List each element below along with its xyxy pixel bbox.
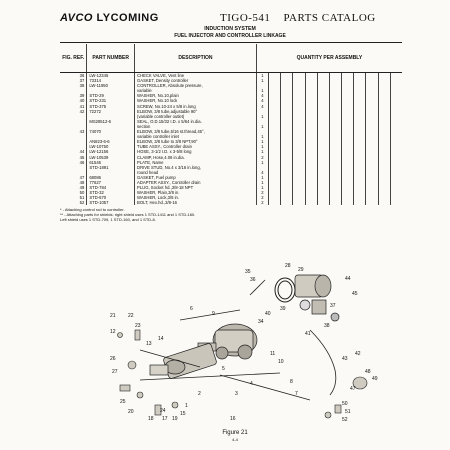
callout-44: 44: [345, 276, 351, 282]
callout-24: 24: [160, 408, 166, 414]
description-cell: variable controller inlet: [135, 134, 257, 139]
callout-43: 43: [342, 356, 348, 362]
quantity-cell: 4: [256, 93, 268, 98]
callout-34: 34: [258, 319, 264, 325]
part-number-cell: LW-12345: [87, 73, 135, 79]
description-cell: PLUG, Socket hd.,3/8-18 NPT: [135, 185, 257, 190]
empty-quantity-cell: [354, 200, 366, 205]
description-cell: CHECK VALVE, Vent line: [135, 73, 257, 79]
col-part-number: PART NUMBER: [87, 44, 135, 73]
quantity-cell: 4: [256, 104, 268, 109]
fig-ref-cell: 48: [79, 179, 85, 185]
part-number-cell: 61546: [87, 160, 135, 165]
callout-26: 26: [110, 356, 116, 362]
callout-16: 16: [230, 416, 236, 422]
quantity-cell: 1: [256, 139, 268, 144]
description-cell: GASKET, Density controller: [135, 78, 257, 83]
fig-ref-cell: 36: [79, 73, 85, 78]
footnotes: [60, 207, 402, 222]
callout-17: 17: [162, 416, 168, 422]
header-rule: [60, 42, 402, 43]
callout-21: 21: [110, 313, 116, 319]
callout-37: 37: [330, 303, 336, 309]
brand: [60, 12, 159, 24]
part-number-cell: LW-11950: [87, 83, 135, 88]
fig-ref-cell: 46: [79, 159, 85, 165]
quantity-cell: 1: [256, 175, 268, 180]
quantity-cell: 1: [256, 124, 268, 129]
description-cell: BOLT, Hex.hd.,3/8-16: [135, 200, 257, 205]
catalog-title: [220, 12, 376, 24]
callout-9: 9: [212, 311, 215, 317]
callout-18: 18: [148, 416, 154, 422]
quantity-cell: 4: [256, 98, 268, 103]
part-number-cell: STD-1057: [87, 200, 135, 205]
part-number-cell: 68086: [87, 175, 135, 180]
callout-27: 27: [112, 369, 118, 375]
parts-table: [60, 44, 402, 205]
fig-ref-cell: 50: [79, 190, 85, 196]
figure-title: Figure 21: [222, 430, 248, 436]
description-cell: round head: [135, 170, 257, 175]
quantity-cell: 1: [256, 114, 268, 119]
fig-ref-cell: 42: [79, 108, 85, 114]
description-cell: CLAMP, Hose,4.06 in.dia.: [135, 155, 257, 160]
pressure-controller: [295, 275, 339, 321]
callout-39: 39: [280, 306, 286, 312]
exploded-view-diagram: [80, 255, 380, 430]
empty-quantity-cell: [305, 200, 317, 205]
fig-ref-cell: 51: [79, 195, 85, 201]
fig-ref-cell: 52: [79, 200, 85, 206]
callout-6: 6: [190, 306, 193, 312]
callout-51: 51: [345, 409, 351, 415]
callout-3: 3: [235, 391, 238, 397]
description-cell: PLATE, Name: [135, 160, 257, 165]
fig-ref-cell: 44: [79, 149, 85, 155]
part-number-cell: LW-10750: [87, 144, 135, 149]
col-fig-ref: FIG. REF.: [60, 44, 87, 73]
quantity-cell: 1: [256, 73, 268, 79]
callout-52: 52: [342, 417, 348, 423]
part-number-cell: STD-784: [87, 185, 135, 190]
page-number: 4-4: [232, 437, 238, 442]
quantity-cell: 1: [256, 149, 268, 154]
callout-25: 25: [120, 399, 126, 405]
catalog-label: PARTS CATALOG: [283, 12, 376, 24]
callout-50: 50: [342, 401, 348, 407]
part-number-cell: 77627: [87, 180, 135, 185]
col-quantity: QUANTITY PER ASSEMBLY: [256, 44, 402, 73]
description-cell: DRIVE STUD, No.4 x 3/16 in.long,: [135, 165, 257, 170]
part-number-cell: MS28512-6: [87, 119, 135, 124]
description-cell: ADAPTER ASSY., Controller drain: [135, 180, 257, 185]
fig-ref-cell: 41: [79, 103, 85, 109]
fig-ref-cell: 37: [79, 78, 85, 84]
callout-8: 8: [290, 379, 293, 385]
table-header-row: [60, 44, 402, 73]
description-cell: GASKET, Fuel pump: [135, 175, 257, 180]
description-cell: SEAL, O.D.15/32 I.D. x 5/64 in.dia.: [135, 119, 257, 124]
callout-2: 2: [198, 391, 201, 397]
empty-quantity-cell: [293, 200, 305, 205]
quantity-cell: 1: [256, 160, 268, 165]
description-cell: TUBE ASSY., Controller drain: [135, 144, 257, 149]
brand-name: LYCOMING: [96, 12, 159, 24]
empty-quantity-cell: [342, 200, 354, 205]
quantity-cell: 2: [256, 200, 268, 205]
part-number-cell: STD-29: [87, 93, 135, 98]
callout-12: 12: [110, 329, 116, 335]
description-cell: CONTROLLER, Absolute pressure,: [135, 83, 257, 88]
description-cell: WASHER, No.10,plain: [135, 93, 257, 98]
part-number-cell: 72272: [87, 109, 135, 114]
empty-quantity-cell: [317, 200, 329, 205]
quantity-cell: 2: [256, 155, 268, 160]
part-number-cell: LW-12156: [87, 149, 135, 154]
throttle-assembly: [150, 343, 217, 379]
description-cell: SCREW, No.10-24 x 5/8 in.long: [135, 104, 257, 109]
callout-48: 48: [365, 369, 371, 375]
table-row: [60, 200, 402, 205]
callout-11: 11: [270, 351, 276, 357]
part-number-cell: 74070: [87, 129, 135, 134]
fig-ref-cell: 43: [79, 129, 85, 135]
description-cell: ELBOW, 3/8 tube,adjustable 90°: [135, 109, 257, 114]
callout-1: 1: [185, 403, 188, 409]
part-number-cell: STD-375: [87, 104, 135, 109]
callout-29: 29: [298, 267, 304, 273]
description-cell: WASHER, Plain,3/8 in.: [135, 190, 257, 195]
callout-19: 19: [172, 416, 178, 422]
callout-5: 5: [222, 366, 225, 372]
hose-clamp: [275, 278, 295, 302]
quantity-cell: 2: [256, 190, 268, 195]
description-cell: variable: [135, 88, 257, 93]
part-number-cell: AN823-6-6: [87, 139, 135, 144]
model-name: TIGO-541: [220, 12, 271, 24]
callout-38: 38: [324, 323, 330, 329]
footnote: Left shield uses 1 STD-709, 1 STD-160, and 1 STD-8.: [60, 217, 156, 222]
callout-13: 13: [146, 341, 152, 347]
part-number-cell: LW-10539: [87, 155, 135, 160]
callout-42: 42: [355, 351, 361, 357]
fig-ref-cell: 47: [79, 174, 85, 180]
empty-quantity-cell: [366, 200, 378, 205]
fig-ref-cell: 40: [79, 98, 85, 104]
empty-quantity-cell: [390, 200, 402, 205]
part-number-cell: STD-231: [87, 98, 135, 103]
callout-7: 7: [295, 391, 298, 397]
fig-ref-cell: 45: [79, 154, 85, 160]
description-cell: ELBOW, 3/8 tube to 3/8 NPT,90°: [135, 139, 257, 144]
callout-23: 23: [135, 323, 141, 329]
part-number-cell: STD-670: [87, 195, 135, 200]
quantity-cell: 4: [256, 170, 268, 175]
part-number-cell: 73314: [87, 78, 135, 83]
callout-14: 14: [158, 336, 164, 342]
quantity-cell: 1: [256, 180, 268, 185]
callout-35: 35: [245, 269, 251, 275]
quantity-cell: 1: [256, 78, 268, 83]
callout-47: 47: [350, 386, 356, 392]
callout-20: 20: [128, 409, 134, 415]
fig-ref-cell: 49: [79, 185, 85, 191]
part-number-cell: STD-32: [87, 190, 135, 195]
table-body: [60, 73, 402, 206]
callout-22: 22: [128, 313, 134, 319]
quantity-cell: 1: [256, 185, 268, 190]
empty-quantity-cell: [269, 200, 281, 205]
description-cell: section: [135, 124, 257, 129]
callout-15: 15: [180, 411, 186, 417]
callout-45: 45: [352, 291, 358, 297]
quantity-cell: 2: [256, 195, 268, 200]
description-cell: WASHER, Lock,3/8 in.: [135, 195, 257, 200]
quantity-cell: 1: [256, 134, 268, 139]
fig-ref-cell: 38: [79, 83, 85, 89]
description-cell: WASHER, No.10 lock: [135, 98, 257, 103]
callout-36: 36: [250, 277, 256, 283]
quantity-cell: 1: [256, 88, 268, 93]
callout-28: 28: [285, 263, 291, 269]
description-cell: ELBOW, 3/8 tube,5/16 st.thread,45°,: [135, 129, 257, 134]
callout-4: 4: [250, 381, 253, 387]
catalog-header: [60, 12, 400, 42]
callout-10: 10: [278, 359, 284, 365]
footnote: ** - Attaching parts for shields: right shield uses 1 STD-1411 and 1 STD-160.: [60, 212, 196, 217]
avco-logo: AVCO: [60, 12, 93, 24]
description-cell: (variable controller outlet): [135, 114, 257, 119]
section-title: INDUCTION SYSTEM: [204, 26, 256, 32]
fig-ref-cell: 39: [79, 93, 85, 99]
part-number-cell: STD-1891: [87, 165, 135, 170]
description-cell: HOSE, 3-1/2 I.D. x 3-5/8 long: [135, 149, 257, 154]
callout-41: 41: [305, 331, 311, 337]
callout-49: 49: [372, 376, 378, 382]
empty-quantity-cell: [378, 200, 390, 205]
quantity-cell: 1: [256, 144, 268, 149]
footnote: * - Attaching control rod to controller.: [60, 207, 125, 212]
empty-quantity-cell: [329, 200, 341, 205]
col-description: DESCRIPTION: [135, 44, 257, 73]
callout-40: 40: [265, 311, 271, 317]
subsection-title: FUEL INJECTOR AND CONTROLLER LINKAGE: [174, 33, 286, 39]
empty-quantity-cell: [281, 200, 293, 205]
